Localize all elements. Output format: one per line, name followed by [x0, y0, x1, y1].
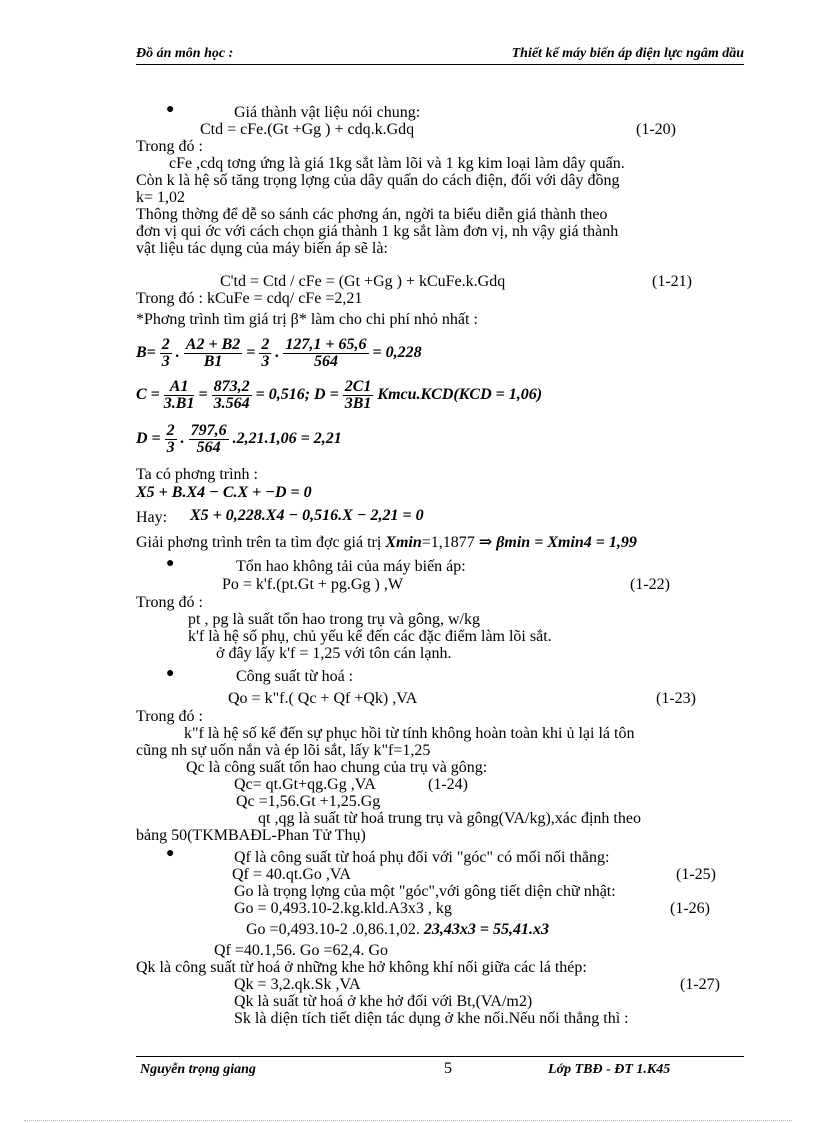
bullet-icon: ● [166, 846, 175, 861]
formula: Qc =1,56.Gt +1,25.Gg [236, 793, 381, 810]
equation-number: (1-20) [636, 121, 676, 138]
equation-number: (1-26) [670, 900, 710, 917]
equation-d-value: D = $\frac{2}{3}$ . $\frac{797,6}{564}$ .2,21.1,06 = 2,21 [136, 421, 342, 456]
text-line: Trong đó : [136, 708, 203, 725]
page-edge-divider [24, 1120, 792, 1121]
header-left: Đồ án môn học : [136, 46, 234, 61]
text-line: Hay: [136, 509, 168, 526]
formula: Qf = 40.qt.Go ,VA [232, 866, 351, 883]
equation-number: (1-22) [630, 576, 670, 593]
text-line: Tổn hao không tải của máy biến áp: [236, 558, 466, 575]
text-line: Go là trọng lợng của một "góc",với gông tiết diện chữ nhật: [234, 883, 616, 900]
footer-rule [136, 1056, 744, 1057]
text-line: Giải phơng trình trên ta tìm đợc giá trị Xmin=1,1877 ⇒ βmin = Xmin4 = 1,99 [136, 534, 637, 551]
equation-number: (1-21) [652, 273, 692, 290]
page-number: 5 [444, 1060, 452, 1077]
equation-number: (1-24) [428, 776, 468, 793]
equation-c-d: C = $\frac{A1}{3.B1}$ = $\frac{873,2}{3.564}$ = 0,516; D = $\frac{2C1}{3B1}$ Kmcu.KCD(KCD = 1,06) [136, 377, 543, 412]
text-line: k= 1,02 [136, 189, 186, 206]
text-line: Trong đó : [136, 594, 203, 611]
text-line: Trong đó : kCuFe = cdq/ cFe =2,21 [136, 290, 363, 307]
header-rule [136, 64, 744, 65]
formula: Po = k'f.(pt.Gt + pg.Gg ) ,W [222, 576, 403, 593]
equation-b: B= $\frac{2}{3}$ . $\frac{A2 + B2}{B1}$ = $\frac{2}{3}$ . $\frac{127,1 + 65,6}{564}$ = 0,228 [136, 335, 422, 370]
text-line: Qf là công suất từ hoá phụ đối với "góc" có mối nối thẳng: [234, 849, 610, 866]
formula: Qc= qt.Gt+qg.Gg ,VA [234, 776, 376, 793]
footer-author: Nguyễn trọng giang [140, 1062, 256, 1077]
text-line: Qk là công suất từ hoá ở những khe hở không khí nối giữa các lá thép: [136, 959, 587, 976]
formula: C'td = Ctd / cFe = (Gt +Gg ) + kCuFe.k.Gdq [220, 273, 506, 290]
text-line: vật liệu tác dụng của máy biến áp sẽ là: [136, 240, 388, 257]
bullet-icon: ● [166, 666, 175, 681]
formula: Go =0,493.10-2 .0,86.1,02. 23,43x3 = 55,41.x3 [246, 921, 550, 938]
header-right: Thiết kế máy biến áp điện lực ngâm dầu [511, 46, 744, 61]
bullet-icon: ● [166, 102, 175, 117]
equation-number: (1-25) [676, 866, 716, 883]
text-line: bảng 50(TKMBAĐL-Phan Tử Thụ) [136, 827, 366, 844]
formula: Go = 0,493.10-2.kg.kld.A3x3 , kg [234, 900, 452, 917]
text-line: Sk là diện tích tiết diện tác dụng ở khe nối.Nếu nối thẳng thì : [234, 1010, 629, 1027]
text-line: Giá thành vật liệu nói chung: [234, 104, 421, 121]
text-line: k"f là hệ số kể đến sự phục hồi từ tính không hoàn toàn khi ủ lại lá tôn [184, 725, 635, 742]
equation-numeric: X5 + 0,228.X4 − 0,516.X − 2,21 = 0 [190, 507, 424, 524]
text-line: Còn k là hệ số tăng trọng lợng của dây quấn do cách điện, đối với dây đồng [136, 172, 620, 189]
formula: Qf =40.1,56. Go =62,4. Go [214, 942, 389, 959]
formula: Qk = 3,2.qk.Sk ,VA [234, 976, 361, 993]
formula: Qo = k"f.( Qc + Qf +Qk) ,VA [228, 690, 418, 707]
equation-number: (1-27) [680, 976, 720, 993]
text-line: Qc là công suất tổn hao chung của trụ và gông: [186, 759, 488, 776]
text-line: Thông thờng để dễ so sánh các phơng án, ngời ta biểu diễn giá thành theo [136, 206, 608, 223]
text-line: Công suất từ hoá : [236, 668, 354, 685]
text-line: ở đây lấy k'f = 1,25 với tôn cán lạnh. [216, 645, 452, 662]
formula: Ctd = cFe.(Gt +Gg ) + cdq.k.Gdq [200, 121, 415, 138]
text-line: cũng nh sự uốn nắn và ép lõi sắt, lấy k"f=1,25 [136, 742, 431, 759]
text-line: cFe ,cdq tơng ứng là giá 1kg sắt làm lõi và 1 kg kim loại làm dây quấn. [169, 155, 625, 172]
text-line: qt ,qg là suất từ hoá trung trụ và gông(VA/kg),xác định theo [258, 810, 641, 827]
text-line: Qk là suất từ hoá ở khe hở đối với Bt,(VA/m2) [234, 993, 533, 1010]
equation-number: (1-23) [656, 690, 696, 707]
footer-class: Lớp TBĐ - ĐT 1.K45 [548, 1062, 671, 1077]
text-line: đơn vị qui ớc với cách chọn giá thành 1 kg sắt làm đơn vị, nh vậy giá thành [136, 223, 619, 240]
equation-general: X5 + B.X4 − C.X + −D = 0 [136, 484, 312, 501]
text-line: k'f là hệ số phụ, chủ yếu kể đến các đặc điểm làm lõi sắt. [188, 628, 552, 645]
text-line: *Phơng trình tìm giá trị β* làm cho chi phí nhỏ nhất : [136, 311, 478, 328]
bullet-icon: ● [166, 556, 175, 571]
text-line: pt , pg là suất tổn hao trong trụ và gông, w/kg [188, 611, 480, 628]
text-line: Ta có phơng trình : [136, 466, 258, 483]
text-line: Trong đó : [136, 138, 203, 155]
